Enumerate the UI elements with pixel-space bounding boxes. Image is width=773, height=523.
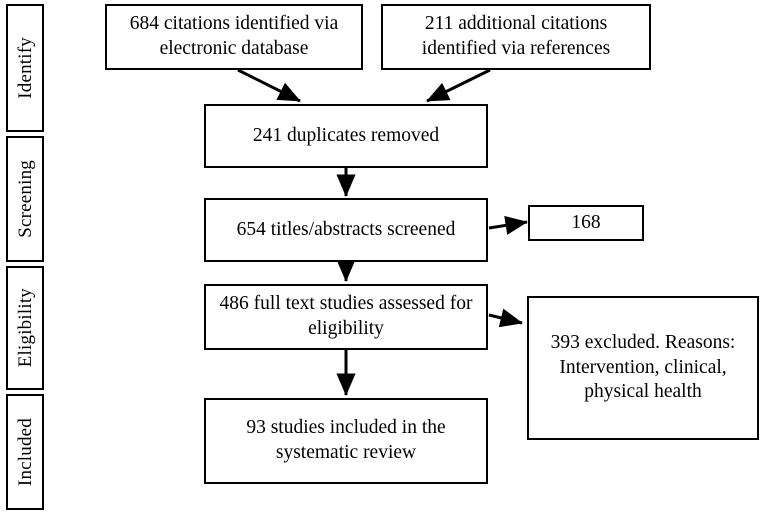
stage-label-identify-text: Identify — [14, 37, 36, 99]
node-excluded-168-text: 168 — [571, 211, 601, 233]
stage-label-screening — [6, 136, 44, 262]
node-excluded-168 — [528, 205, 644, 241]
node-citations-database — [105, 4, 363, 70]
node-excluded-reasons — [527, 296, 759, 440]
stage-label-included-text: Included — [14, 417, 36, 487]
node-citations-database-text: 684 citations identified via electronic database — [129, 13, 339, 59]
node-titles-abstracts-screened — [204, 198, 488, 262]
stage-label-eligibility-text: Eligibility — [14, 288, 36, 368]
stage-label-screening-text: Screening — [14, 160, 36, 238]
stage-label-included — [6, 394, 44, 510]
node-titles-abstracts-screened-text: 654 titles/abstracts screened — [236, 218, 456, 240]
node-additional-citations-text: 211 additional citations identified via references — [421, 13, 611, 59]
node-full-text-assessed-text: 486 full text studies assessed for eligibility — [219, 293, 473, 339]
node-duplicates-removed — [204, 104, 488, 168]
node-full-text-assessed — [204, 284, 488, 350]
node-excluded-reasons-text: 393 excluded. Reasons: Intervention, clinical, physical health — [550, 331, 736, 403]
node-additional-citations — [381, 4, 651, 70]
node-duplicates-removed-text: 241 duplicates removed — [252, 124, 440, 146]
node-studies-included-text: 93 studies included in the systematic review — [246, 417, 446, 463]
node-studies-included — [204, 398, 488, 484]
stage-label-eligibility — [6, 266, 44, 390]
stage-label-identify — [6, 4, 44, 132]
